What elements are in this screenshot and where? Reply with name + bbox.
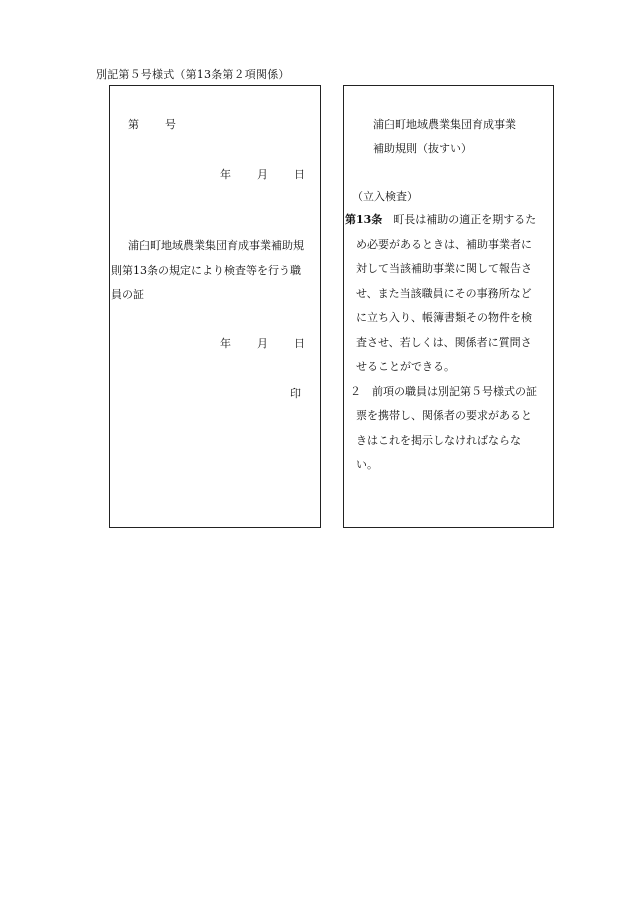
article-13 — [345, 208, 553, 478]
article-13-line-7: せることができる。 — [356, 360, 455, 373]
paragraph-2-line-3: きはこれを掲示しなければならな — [356, 433, 521, 447]
article-13-line-6: 査させ、若しくは、関係者に質問さ — [356, 335, 532, 349]
paragraph-2-line-4: い。 — [356, 458, 378, 471]
article-13-line-5: に立ち入り、帳簿書類その物件を検 — [356, 311, 532, 324]
number-go: 号 — [165, 118, 176, 131]
issue-date-day: 日 — [294, 168, 305, 181]
article-13-line-3: 対して当該補助事業に関して報告さ — [356, 262, 532, 275]
validity-date-day: 日 — [294, 337, 305, 350]
number-dai: 第 — [128, 118, 139, 131]
regulation-title-line-2: 補助規則（抜すい） — [373, 142, 472, 155]
paragraph-2-line-2: 票を携帯し、関係者の要求があると — [356, 409, 532, 422]
article-label: 第13条 — [345, 213, 383, 226]
card-statement-line-3: 員の証 — [111, 288, 144, 301]
issue-date-month: 月 — [257, 168, 268, 181]
card-statement-line-2: 則第13条の規定により検査等を行う職 — [111, 263, 301, 277]
paragraph-2-number: ２ — [350, 384, 361, 398]
card-number — [128, 116, 176, 132]
article-13-line-1: 第13条 町長は補助の適正を期するた — [345, 213, 537, 226]
validity-date-month: 月 — [257, 337, 268, 350]
article-heading: （立入検査） — [352, 190, 418, 203]
article-13-line-2: め必要があるときは、補助事業者に — [356, 237, 532, 251]
card-statement-line-1: 浦臼町地域農業集団育成事業補助規 — [128, 239, 304, 252]
card-statement — [111, 234, 321, 308]
form-title: 別記第５号様式（第13条第２項関係） — [96, 68, 290, 81]
validity-date — [220, 335, 305, 351]
regulation-title-line-1: 浦臼町地域農業集団育成事業 — [373, 118, 516, 131]
validity-date-year: 年 — [220, 337, 231, 350]
article-13-line-4: せ、また当該職員にその事務所など — [356, 286, 532, 300]
issue-date — [220, 166, 305, 182]
seal-mark: 印 — [290, 387, 301, 400]
issue-date-year: 年 — [220, 168, 231, 181]
paragraph-2-line-1: ２ 前項の職員は別記第５号様式の証 — [350, 384, 537, 398]
